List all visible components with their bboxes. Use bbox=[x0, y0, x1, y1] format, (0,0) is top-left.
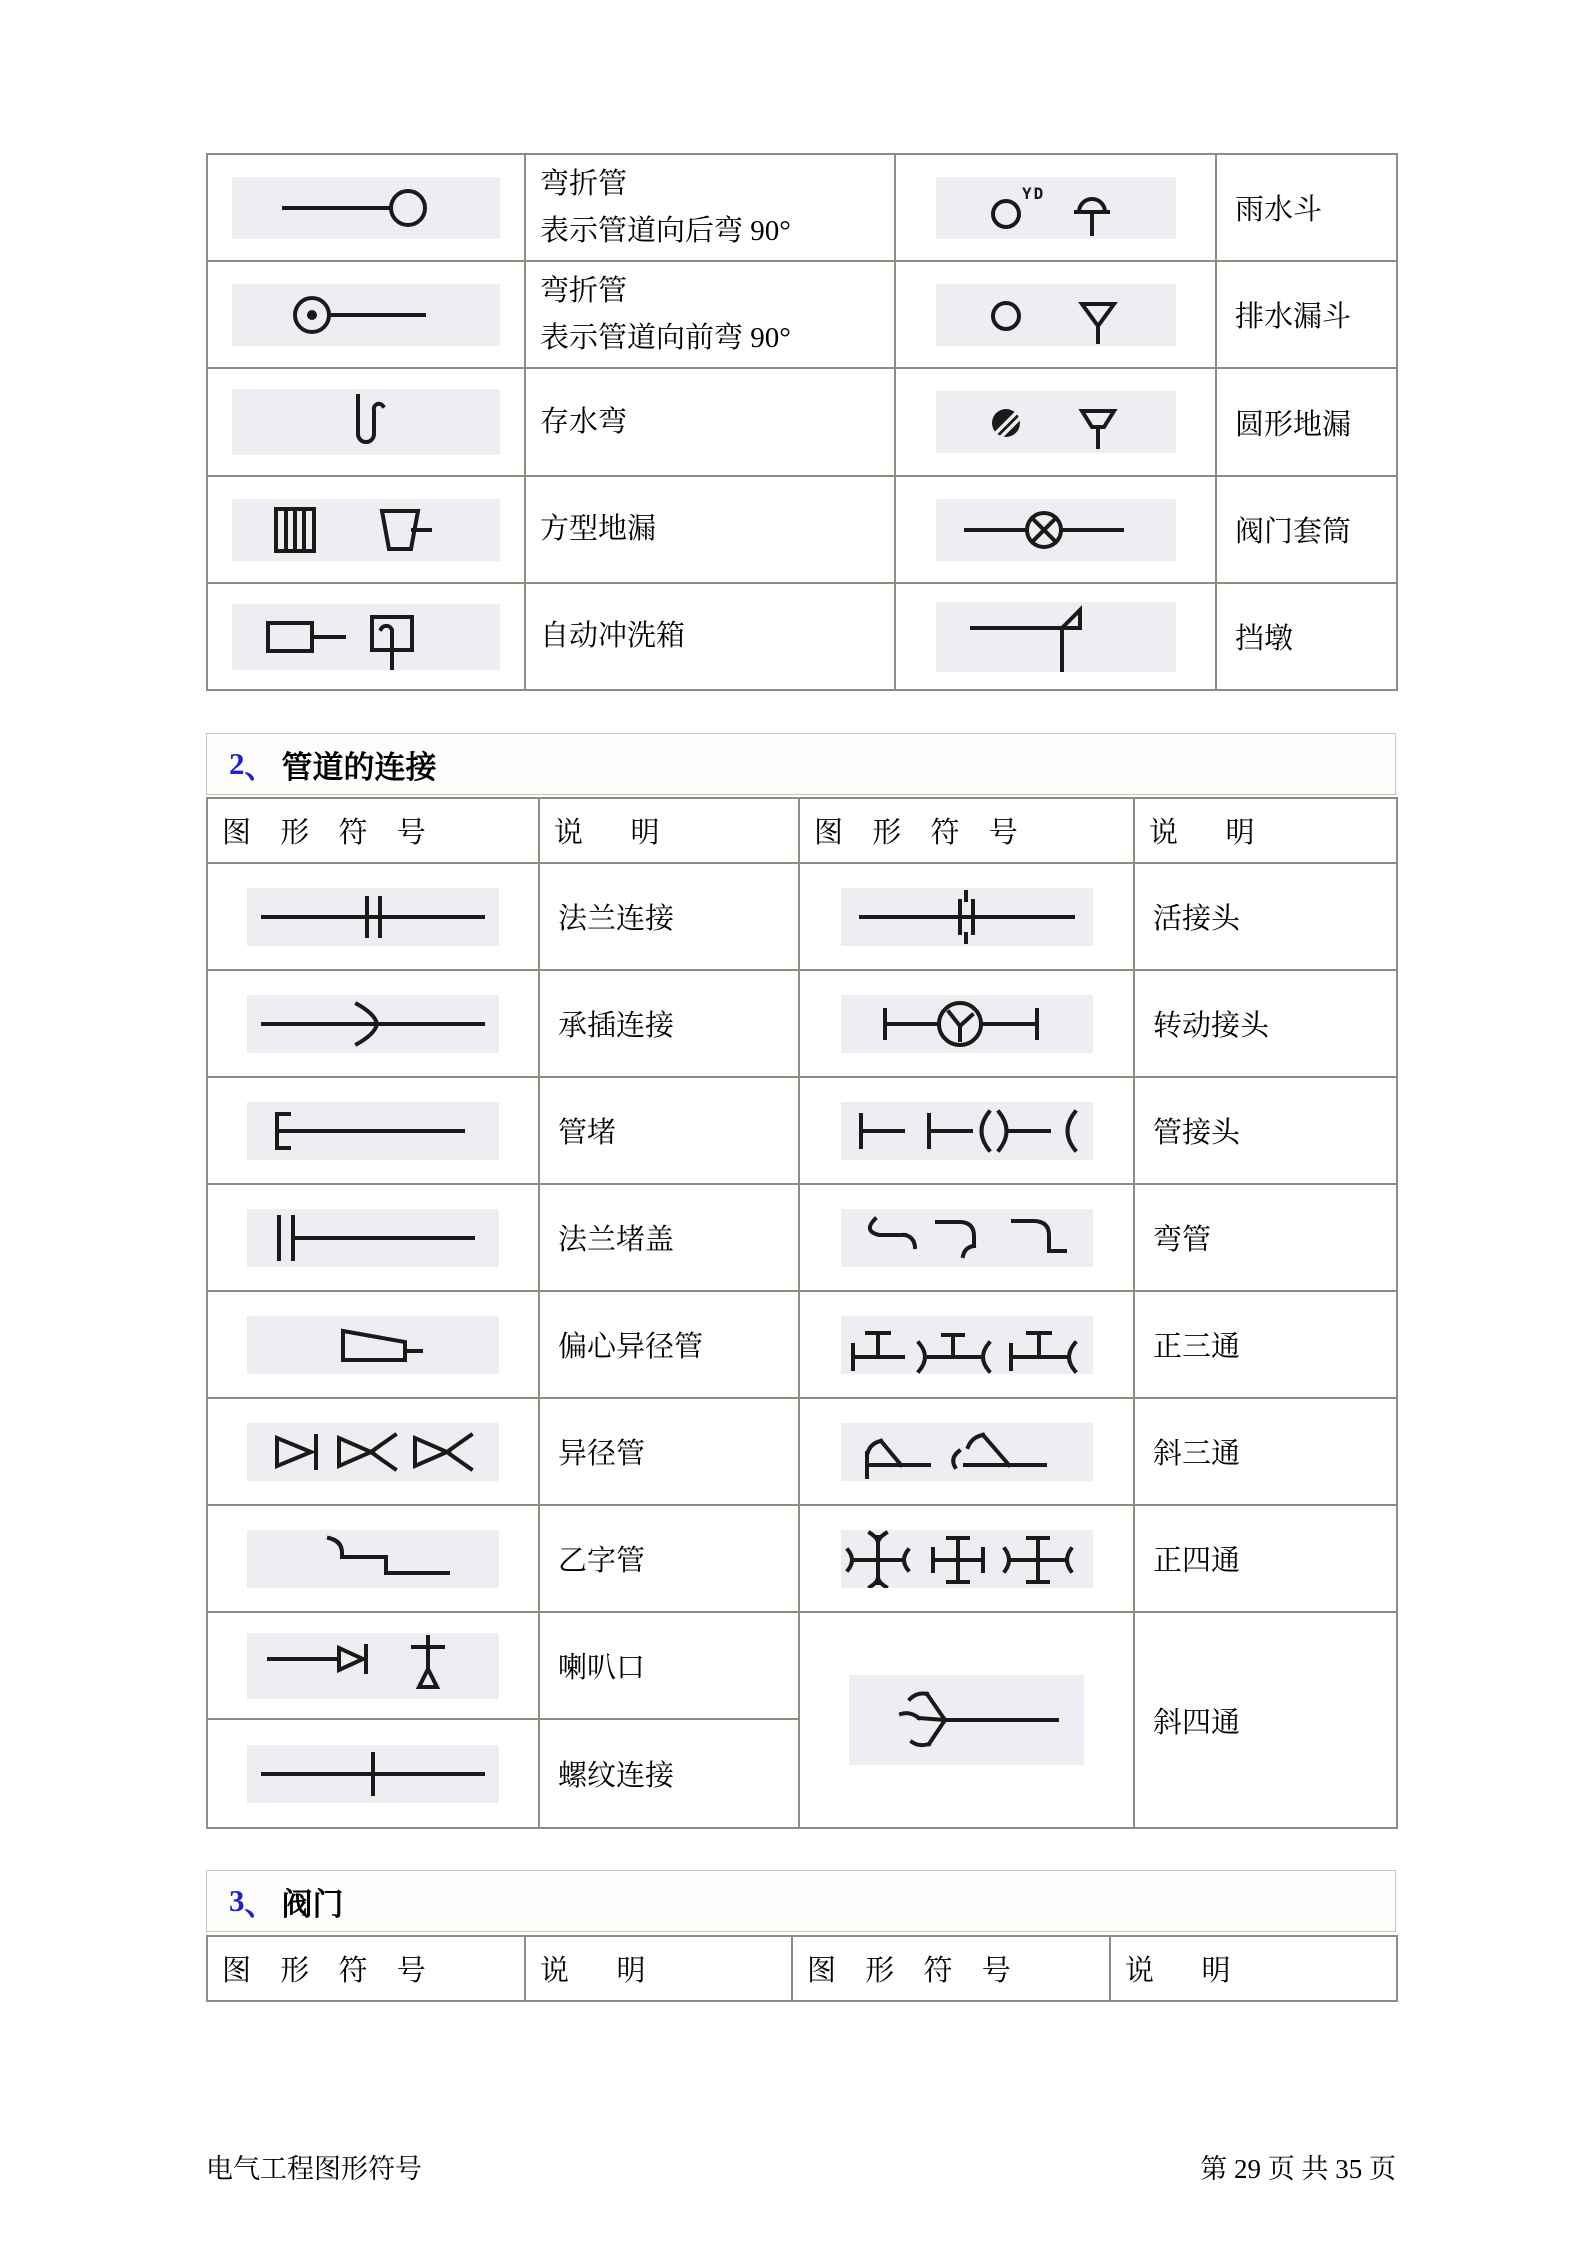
description-line: 弯折管 bbox=[540, 274, 628, 307]
symbol-box bbox=[841, 995, 1093, 1053]
table-row bbox=[207, 583, 1397, 690]
pipe-coupling-symbol bbox=[841, 1102, 1093, 1160]
label-cell: 转动接头 bbox=[1134, 970, 1397, 1077]
pipe-bend-back-symbol bbox=[232, 177, 500, 239]
square-floor-drain-symbol bbox=[232, 499, 500, 561]
section-title: 管道的连接 bbox=[281, 749, 437, 785]
rain-water-hopper-symbol bbox=[936, 177, 1176, 239]
column-header: 说 明 bbox=[1110, 1936, 1397, 2001]
table-row bbox=[207, 1184, 1397, 1291]
bent-pipe-symbol bbox=[841, 1209, 1093, 1267]
pipe-plug-symbol bbox=[247, 1102, 499, 1160]
socket-connection-symbol bbox=[247, 995, 499, 1053]
table-row bbox=[207, 1505, 1397, 1612]
pipe-bend-front-symbol bbox=[232, 284, 500, 346]
symbol-cell bbox=[207, 970, 539, 1077]
label-cell: 承插连接 bbox=[539, 970, 799, 1077]
symbol-box bbox=[936, 499, 1176, 561]
symbol-box bbox=[841, 888, 1093, 946]
straight-tee-symbol bbox=[841, 1316, 1093, 1374]
label-cell: 异径管 bbox=[539, 1398, 799, 1505]
label-cell: 斜三通 bbox=[1134, 1398, 1397, 1505]
auto-flush-tank-symbol bbox=[232, 604, 500, 670]
label-cell: 圆形地漏 bbox=[1216, 368, 1397, 476]
symbol-cell bbox=[207, 368, 525, 476]
column-header: 图 形 符 号 bbox=[799, 798, 1134, 863]
table-row bbox=[207, 1398, 1397, 1505]
column-header: 图 形 符 号 bbox=[207, 1936, 525, 2001]
description-line: 表示管道向前弯 90° bbox=[540, 321, 791, 354]
oblique-tee-symbol bbox=[841, 1423, 1093, 1481]
description-cell bbox=[525, 583, 895, 690]
table-row bbox=[207, 261, 1397, 368]
bell-mouth-symbol bbox=[247, 1633, 499, 1699]
label-cell: 排水漏斗 bbox=[1216, 261, 1397, 368]
table-row bbox=[207, 154, 1397, 261]
column-header: 说 明 bbox=[539, 798, 799, 863]
label-cell: 管接头 bbox=[1134, 1077, 1397, 1184]
symbol-box bbox=[841, 1316, 1093, 1374]
rotary-joint-symbol bbox=[841, 995, 1093, 1053]
symbol-cell bbox=[895, 583, 1216, 690]
symbol-box bbox=[841, 1209, 1093, 1267]
symbol-cell bbox=[799, 1505, 1134, 1612]
description-cell bbox=[525, 261, 895, 368]
symbol-cell bbox=[207, 1184, 539, 1291]
symbol-box bbox=[936, 602, 1176, 672]
table-row bbox=[207, 970, 1397, 1077]
column-header: 说 明 bbox=[1134, 798, 1397, 863]
label-cell: 偏心异径管 bbox=[539, 1291, 799, 1398]
label-cell: 螺纹连接 bbox=[539, 1719, 799, 1828]
drain-funnel-symbol bbox=[936, 284, 1176, 346]
section-number: 3 bbox=[229, 1883, 245, 1918]
z-pipe-symbol bbox=[247, 1530, 499, 1588]
footer-doc-title: 电气工程图形符号 bbox=[206, 2154, 422, 2184]
symbol-box bbox=[247, 1316, 499, 1374]
label-cell: 弯管 bbox=[1134, 1184, 1397, 1291]
flange-connection-symbol bbox=[247, 888, 499, 946]
symbol-box bbox=[247, 1102, 499, 1160]
symbol-box bbox=[247, 1745, 499, 1803]
threaded-connection-symbol bbox=[247, 1745, 499, 1803]
description-cell bbox=[525, 476, 895, 583]
symbol-box bbox=[841, 1530, 1093, 1588]
symbol-box bbox=[841, 1102, 1093, 1160]
symbols-table-2 bbox=[206, 797, 1398, 1829]
label-cell: 乙字管 bbox=[539, 1505, 799, 1612]
symbol-cell bbox=[207, 261, 525, 368]
footer-page-info: 第 29 页 共 35 页 bbox=[1200, 2154, 1396, 2184]
symbol-cell bbox=[799, 1291, 1134, 1398]
section-separator: 、 bbox=[244, 749, 276, 785]
straight-cross-symbol bbox=[841, 1530, 1093, 1588]
symbol-cell bbox=[207, 476, 525, 583]
table-row bbox=[207, 1077, 1397, 1184]
symbol-cell bbox=[207, 1505, 539, 1612]
table-row bbox=[207, 1612, 1397, 1719]
symbol-box bbox=[247, 1209, 499, 1267]
label-cell: 雨水斗 bbox=[1216, 154, 1397, 261]
symbol-cell bbox=[207, 1077, 539, 1184]
symbol-cell bbox=[207, 863, 539, 970]
description-line: 自动冲洗箱 bbox=[540, 620, 686, 652]
symbol-box bbox=[247, 1423, 499, 1481]
symbol-cell bbox=[207, 1612, 539, 1719]
label-cell: 喇叭口 bbox=[539, 1612, 799, 1719]
symbol-box bbox=[232, 604, 500, 670]
section-separator: 、 bbox=[244, 1886, 276, 1922]
table-row bbox=[207, 368, 1397, 476]
symbol-cell bbox=[799, 1612, 1134, 1828]
symbol-cell bbox=[799, 1077, 1134, 1184]
symbol-box bbox=[936, 177, 1176, 239]
header-row bbox=[207, 1936, 1397, 2001]
symbol-box bbox=[841, 1423, 1093, 1481]
table-row bbox=[207, 1291, 1397, 1398]
label-cell: 阀门套筒 bbox=[1216, 476, 1397, 583]
label-cell: 正三通 bbox=[1134, 1291, 1397, 1398]
reducer-symbol bbox=[247, 1423, 499, 1481]
label-cell: 活接头 bbox=[1134, 863, 1397, 970]
symbol-box bbox=[232, 499, 500, 561]
symbols-table-3 bbox=[206, 1935, 1398, 2002]
symbol-text: YD bbox=[1021, 183, 1045, 203]
symbol-box bbox=[232, 177, 500, 239]
symbol-cell bbox=[207, 583, 525, 690]
label-cell: 正四通 bbox=[1134, 1505, 1397, 1612]
symbol-cell bbox=[799, 1398, 1134, 1505]
union-joint-symbol bbox=[841, 888, 1093, 946]
eccentric-reducer-symbol bbox=[247, 1316, 499, 1374]
label-cell: 法兰堵盖 bbox=[539, 1184, 799, 1291]
oblique-cross-symbol bbox=[849, 1675, 1084, 1765]
symbol-cell bbox=[799, 1184, 1134, 1291]
symbol-cell bbox=[207, 154, 525, 261]
symbol-box bbox=[849, 1675, 1084, 1765]
section-number: 2 bbox=[229, 746, 245, 781]
table-row bbox=[207, 476, 1397, 583]
symbol-cell bbox=[895, 368, 1216, 476]
symbol-box bbox=[247, 888, 499, 946]
symbol-cell bbox=[895, 476, 1216, 583]
symbol-box bbox=[232, 284, 500, 346]
label-cell: 挡墩 bbox=[1216, 583, 1397, 690]
symbol-box bbox=[232, 389, 500, 455]
symbol-cell bbox=[207, 1719, 539, 1828]
description-cell bbox=[525, 154, 895, 261]
symbol-box bbox=[247, 1633, 499, 1699]
valve-sleeve-symbol bbox=[936, 499, 1176, 561]
section-3-title-bar bbox=[206, 1870, 1396, 1932]
column-header: 图 形 符 号 bbox=[792, 1936, 1110, 2001]
symbol-cell bbox=[895, 154, 1216, 261]
description-line: 存水弯 bbox=[540, 405, 628, 438]
symbol-cell bbox=[799, 970, 1134, 1077]
column-header: 说 明 bbox=[525, 1936, 792, 2001]
label-cell: 管堵 bbox=[539, 1077, 799, 1184]
symbol-box bbox=[936, 284, 1176, 346]
symbol-cell bbox=[207, 1398, 539, 1505]
description-line: 表示管道向后弯 90° bbox=[540, 214, 791, 247]
stop-pier-symbol bbox=[936, 602, 1176, 672]
s-trap-symbol bbox=[232, 389, 500, 455]
symbol-box bbox=[247, 995, 499, 1053]
description-cell bbox=[525, 368, 895, 476]
symbol-box bbox=[936, 391, 1176, 453]
symbol-cell bbox=[799, 863, 1134, 970]
section-title: 阀门 bbox=[281, 1886, 344, 1922]
column-header: 图 形 符 号 bbox=[207, 798, 539, 863]
symbol-box bbox=[247, 1530, 499, 1588]
symbols-table-1 bbox=[206, 153, 1398, 691]
table-row bbox=[207, 863, 1397, 970]
section-2-title-bar bbox=[206, 733, 1396, 795]
symbol-cell bbox=[207, 1291, 539, 1398]
label-cell: 法兰连接 bbox=[539, 863, 799, 970]
description-line: 弯折管 bbox=[540, 167, 628, 200]
symbol-cell bbox=[895, 261, 1216, 368]
header-row bbox=[207, 798, 1397, 863]
label-cell: 斜四通 bbox=[1134, 1612, 1397, 1828]
flange-blind-cover-symbol bbox=[247, 1209, 499, 1267]
description-line: 方型地漏 bbox=[540, 513, 657, 545]
round-floor-drain-symbol bbox=[936, 391, 1176, 453]
